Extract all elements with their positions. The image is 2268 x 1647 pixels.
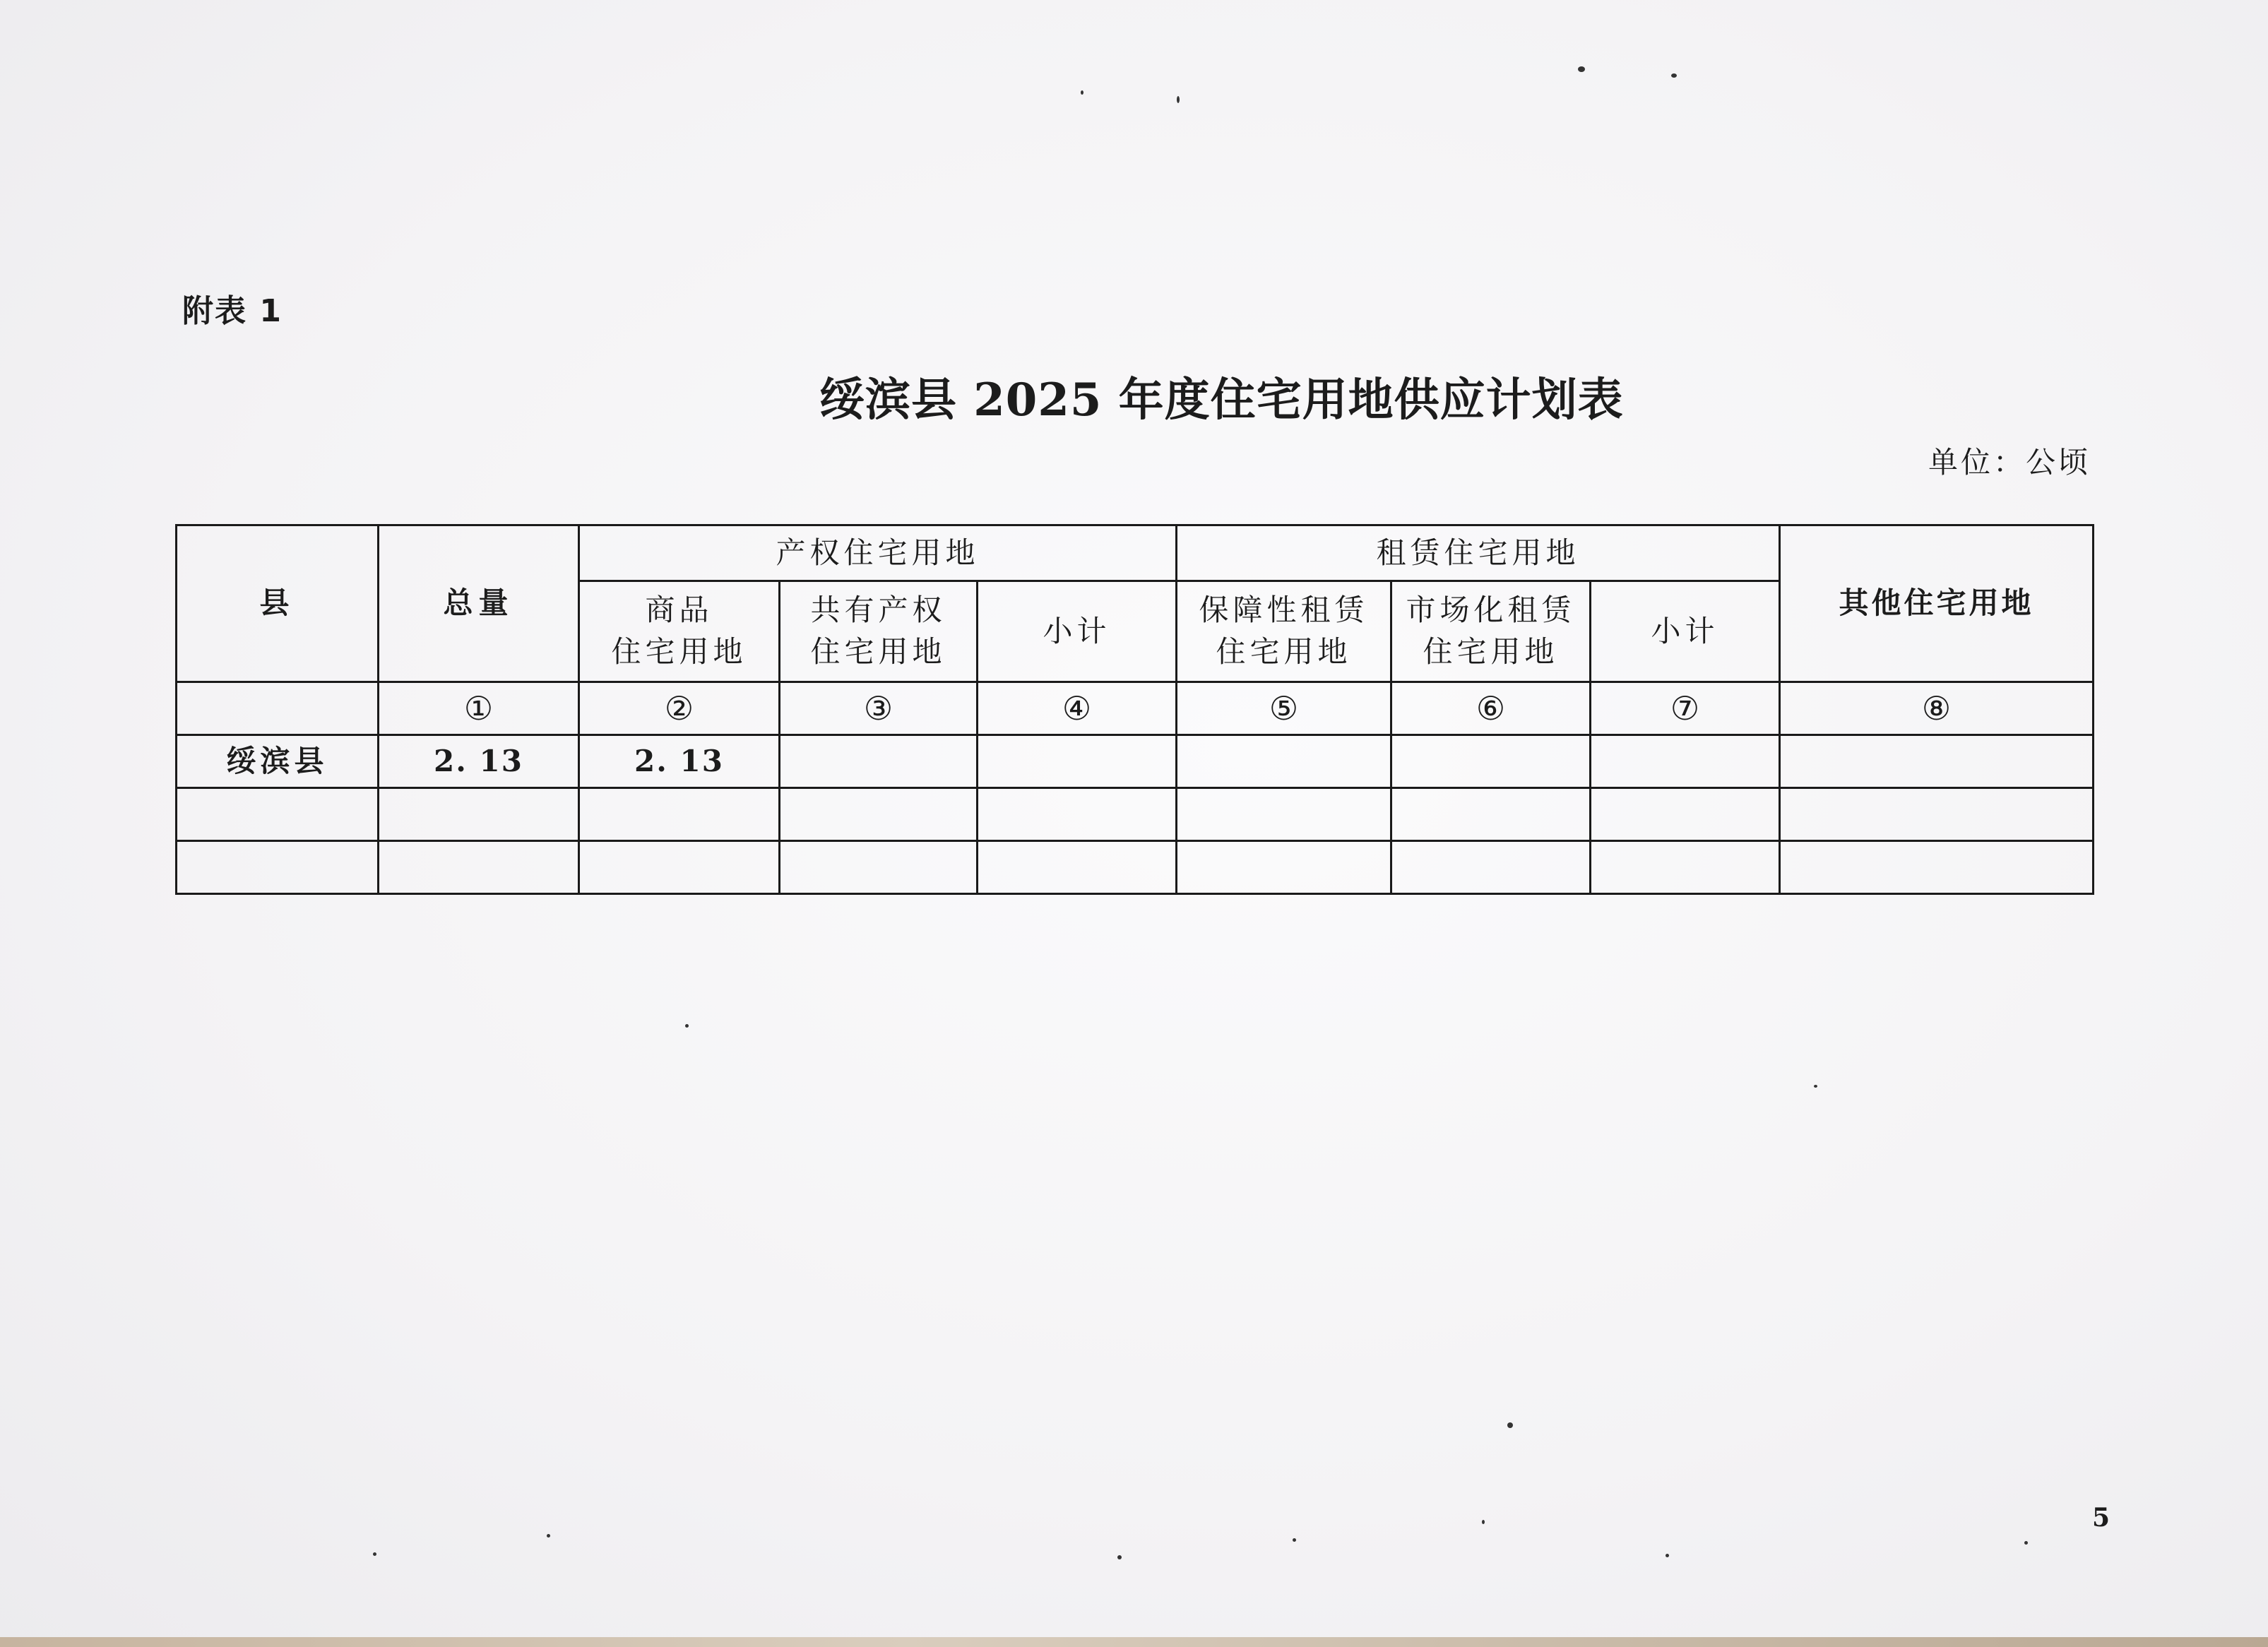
table-cell — [978, 735, 1177, 788]
scan-speck — [685, 1024, 689, 1028]
header-market-line2: 住宅用地 — [1423, 634, 1559, 669]
header-rental-subtotal: 小计 — [1591, 581, 1780, 682]
index-cell: ① — [379, 682, 579, 735]
scan-speck — [1671, 73, 1677, 78]
table-cell — [1591, 735, 1780, 788]
page-title: 绥滨县 2025 年度住宅用地供应计划表 — [819, 374, 1624, 427]
index-cell: ⑤ — [1177, 682, 1391, 735]
land-supply-plan-table — [175, 524, 2094, 895]
header-county: 县 — [177, 525, 379, 682]
table-cell — [1591, 788, 1780, 841]
header-property-group: 产权住宅用地 — [579, 525, 1177, 581]
table-cell — [1177, 788, 1391, 841]
header-total: 总量 — [379, 525, 579, 682]
header-shared-line1: 共有产权 — [810, 593, 946, 628]
table-row — [177, 788, 2094, 841]
table-cell — [780, 788, 978, 841]
header-commercial-line1: 商品 — [645, 593, 713, 628]
header-commercial — [579, 581, 780, 682]
scan-edge-strip — [0, 1637, 2268, 1647]
table-cell — [1391, 735, 1591, 788]
table-cell — [1780, 788, 2094, 841]
table-cell — [1591, 841, 1780, 894]
table-cell — [177, 788, 379, 841]
table-cell-county: 绥滨县 — [177, 735, 379, 788]
table-cell — [1780, 735, 2094, 788]
header-affordable-line1: 保障性租赁 — [1199, 593, 1369, 628]
table-cell — [1780, 841, 2094, 894]
table-cell — [579, 841, 780, 894]
header-market-line1: 市场化租赁 — [1406, 593, 1576, 628]
scan-speck — [1578, 66, 1585, 72]
header-affordable-line2: 住宅用地 — [1216, 634, 1352, 669]
scan-speck — [1814, 1085, 1817, 1088]
table-cell — [978, 788, 1177, 841]
scan-speck — [1482, 1520, 1485, 1524]
table-cell-total: 2. 13 — [379, 735, 579, 788]
scan-speck — [2024, 1541, 2028, 1545]
index-cell: ⑧ — [1780, 682, 2094, 735]
index-cell: ③ — [780, 682, 978, 735]
header-row-group — [177, 525, 2094, 581]
table-cell — [379, 788, 579, 841]
header-property-subtotal: 小计 — [978, 581, 1177, 682]
scan-speck — [1117, 1555, 1122, 1559]
index-cell: ⑥ — [1391, 682, 1591, 735]
scan-speck — [1293, 1538, 1296, 1542]
attachment-label: 附表 1 — [182, 293, 283, 329]
scan-speck — [1177, 96, 1180, 103]
index-cell: ④ — [978, 682, 1177, 735]
header-shared — [780, 581, 978, 682]
scan-speck — [373, 1552, 376, 1556]
index-cell: ② — [579, 682, 780, 735]
header-commercial-line2: 住宅用地 — [611, 634, 747, 669]
table-cell — [1177, 841, 1391, 894]
scan-speck — [547, 1534, 550, 1538]
table-cell — [177, 841, 379, 894]
table-row — [177, 841, 2094, 894]
header-rental-group: 租赁住宅用地 — [1177, 525, 1780, 581]
table-cell — [780, 841, 978, 894]
index-cell: ⑦ — [1591, 682, 1780, 735]
table-cell — [1391, 788, 1591, 841]
index-cell — [177, 682, 379, 735]
scan-speck — [1507, 1422, 1513, 1428]
scan-speck — [1081, 90, 1083, 95]
table-cell — [978, 841, 1177, 894]
table-cell — [579, 788, 780, 841]
scan-speck — [1666, 1554, 1669, 1557]
table-row — [177, 735, 2094, 788]
table-cell — [379, 841, 579, 894]
table-cell — [1391, 841, 1591, 894]
header-affordable-rental — [1177, 581, 1391, 682]
index-row — [177, 682, 2094, 735]
table-cell — [1177, 735, 1391, 788]
table-cell — [780, 735, 978, 788]
header-market-rental — [1391, 581, 1591, 682]
header-other: 其他住宅用地 — [1780, 525, 2094, 682]
unit-label: 单位：公顷 — [1928, 445, 2091, 480]
header-shared-line2: 住宅用地 — [810, 634, 946, 669]
page-number: 5 — [2092, 1503, 2110, 1533]
table-cell-commercial: 2. 13 — [579, 735, 780, 788]
